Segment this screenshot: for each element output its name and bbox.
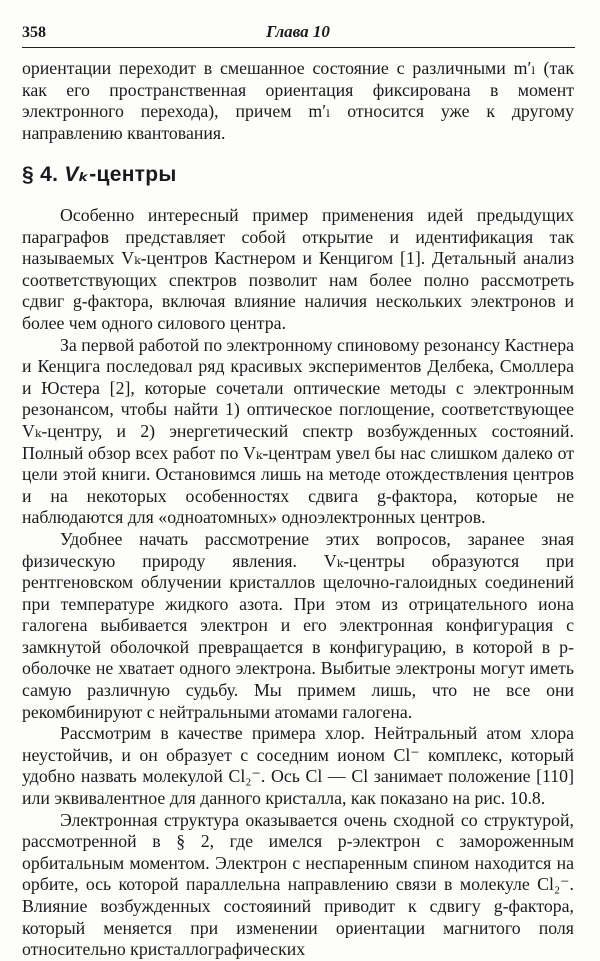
header-rule	[22, 47, 575, 48]
section-heading	[22, 162, 177, 187]
paragraph: За первой работой по электронному спиновому резонансу Кастнера и Кенцига последовал ряд красивых экспериментов Делбека, Смоллера и Юстера [2], которые сочетали оптические методы с электронным резонансом, чтобы найти 1) оптическое поглощение, соответствующее Vₖ-центру, и 2) энергетический спектр возбужденных состояний. Полный обзор всех работ по Vₖ-центрам увел бы нас слишком далеко от цели этой книги. Остановимся лишь на методе отождествления центров и на некоторых особенностях сдвига g-фактора, которые не наблюдаются для «одноатомных» одноэлектронных центров.	[22, 334, 574, 528]
page-number: 358	[22, 24, 46, 41]
top-text-block	[22, 58, 574, 144]
section-number: § 4.	[22, 163, 59, 186]
paragraph: Электронная структура оказывается очень сходной со структурой, рассмотренной в § 2, где имелся p-электрон с замороженным орбитальным моментом. Электрон с неспаренным спином находится на орбите, ось которой параллельна направлению связи в молекуле Cl₂⁻. Влияние возбужденных состояиний приводит к сдвигу g-фактора, который меняется при изменении ориентации магнитого поля относительно кристаллографических	[22, 809, 574, 960]
continued-paragraph: ориентации переходит в смешанное состояние с различными m′ₗ (так как его пространственная ориентация фиксирована в момент электронного перехода), причем m′ₗ относится уже к другому направлению квантования.	[22, 58, 574, 143]
page-header	[22, 22, 574, 46]
section-title-rest: -центры	[89, 163, 177, 186]
running-head: Глава 10	[266, 22, 330, 41]
section-title-symbol: Vₖ	[64, 163, 90, 186]
paragraph: Рассмотрим в качестве примера хлор. Нейтральный атом хлора неустойчив, и он образует с соседним ионом Cl⁻ комплекс, который удобно назвать молекулой Cl₂⁻. Ось Cl — Cl занимает положение [110] или эквивалентное для данного кристалла, как показано на рис. 10.8.	[22, 723, 574, 809]
section-body	[22, 205, 574, 961]
paragraph: Удобнее начать рассмотрение этих вопросов, заранее зная физическую природу явления. Vₖ-центры образуются при рентгеновском облучении кристаллов щелочно-галоидных соединений при температуре жидкого азота. При этом из отрицательного иона галогена выбивается электрон и его электронная конфигурация с замкнутой оболочкой превращается в конфигурацию, в которой в p-оболочке не хватает одного электрона. Выбитые электроны могут иметь самую различную судьбу. Мы примем лишь, что не все они рекомбинируют с нейтральными атомами галогена.	[22, 528, 574, 722]
paragraph: Особенно интересный пример применения идей предыдущих параграфов представляет собой открытие и идентификация так называемых Vₖ-центров Кастнером и Кенцигом [1]. Детальный анализ соответствующих спектров позволит нам более полно рассмотреть сдвиг g-фактора, включая влияние наличия нескольких электронов и более чем одного силового центра.	[22, 205, 574, 333]
